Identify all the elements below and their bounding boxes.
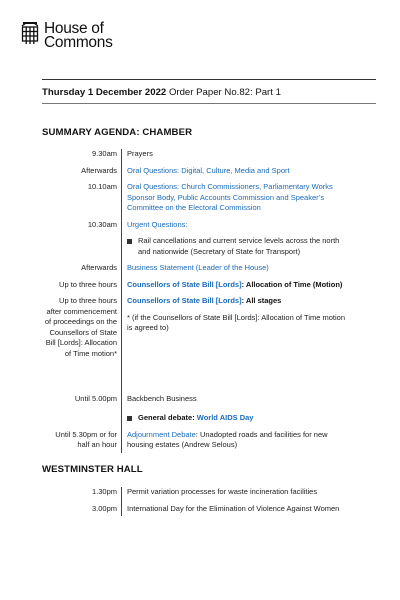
general-debate-bullet	[127, 413, 352, 424]
agenda-row	[42, 220, 376, 264]
agenda-time: 9.30am	[91, 149, 117, 158]
adjournment-debate-link[interactable]: Adjournment Debate	[127, 429, 196, 439]
adjournment-debate-text: : Unadopted roads and facilities for new housing estates (Andrew Selous)	[127, 429, 328, 449]
top-rule	[42, 79, 376, 80]
paper-number: Order Paper No.82: Part 1	[168, 87, 281, 98]
agenda-time: 10.10am	[87, 182, 117, 191]
agenda-row	[42, 182, 376, 220]
square-bullet-icon	[127, 239, 132, 244]
business-statement-link[interactable]: Business Statement (Leader of the House)	[127, 263, 269, 272]
westminster-agenda	[42, 487, 376, 516]
agenda-item: Prayers	[121, 149, 352, 166]
agenda-item: International Day for the Elimination of Violence Against Women	[121, 504, 352, 517]
urgent-question-bullet	[127, 236, 352, 257]
title-rule	[42, 103, 376, 104]
order-paper-title	[42, 87, 281, 98]
world-aids-day-link[interactable]: World AIDS Day	[196, 413, 254, 422]
urgent-question-text: Rail cancellations and current service levels across the north and nationwide (Secretary of State for Transport)	[138, 236, 340, 256]
agenda-row	[42, 296, 376, 394]
paper-date: Thursday 1 December 2022	[42, 87, 167, 98]
agenda-time: Up to three hours	[59, 279, 117, 289]
agenda-row	[42, 149, 376, 166]
agenda-time: 3.00pm	[91, 503, 117, 513]
agenda-time: Until 5.30pm or for half an hour	[55, 429, 117, 449]
general-debate-label: General debate:	[138, 413, 195, 422]
agenda-row	[42, 487, 376, 504]
agenda-row	[42, 263, 376, 280]
agenda-row	[42, 430, 376, 453]
house-of-commons-logo	[20, 22, 113, 50]
counsellors-bill-link[interactable]: Counsellors of State Bill [Lords]	[127, 279, 242, 289]
all-stages-text: : All stages	[241, 296, 282, 305]
agenda-row	[42, 280, 376, 297]
allocation-motion-text: : Allocation of Time (Motion)	[241, 279, 343, 289]
westminster-hall-heading: WESTMINSTER HALL	[42, 464, 143, 475]
agenda-item: Permit variation processes for waste incineration facilities	[121, 487, 352, 504]
agenda-time: Up to three hours after commencement of proceedings on the Counsellors of State Bill [Lords]: Allocation of Time motion*	[44, 296, 117, 358]
agenda-row	[42, 394, 376, 430]
oral-questions-church-link[interactable]: Oral Questions: Church Commissioners, Parliamentary Works Sponsor Body, Public Accounts Commission and Speaker’s Committee on the Electoral Commission	[127, 182, 333, 212]
oral-questions-dcms-link[interactable]: Oral Questions: Digital, Culture, Media and Sport	[127, 165, 290, 175]
chamber-heading: SUMMARY AGENDA: CHAMBER	[42, 127, 193, 138]
logo-line-2: Commons	[44, 34, 113, 51]
agenda-row	[42, 166, 376, 183]
agenda-time: 1.30pm	[91, 487, 117, 496]
allocation-note: * (if the Counsellors of State Bill [Lords]: Allocation of Time motion is agreed to)	[127, 312, 346, 332]
backbench-business-text: Backbench Business	[127, 393, 197, 403]
square-bullet-icon	[127, 416, 132, 421]
logo-line-1: House of	[44, 20, 104, 37]
agenda-time: Afterwards	[81, 165, 117, 175]
chamber-agenda	[42, 149, 376, 453]
counsellors-bill-all-stages-link[interactable]: Counsellors of State Bill [Lords]	[127, 296, 242, 305]
agenda-time: 10.30am	[87, 219, 117, 229]
agenda-row	[42, 504, 376, 517]
agenda-time: Afterwards	[81, 263, 117, 272]
portcullis-icon	[20, 22, 40, 46]
urgent-questions-link[interactable]: Urgent Questions:	[127, 219, 188, 229]
agenda-time: Until 5.00pm	[74, 393, 117, 403]
